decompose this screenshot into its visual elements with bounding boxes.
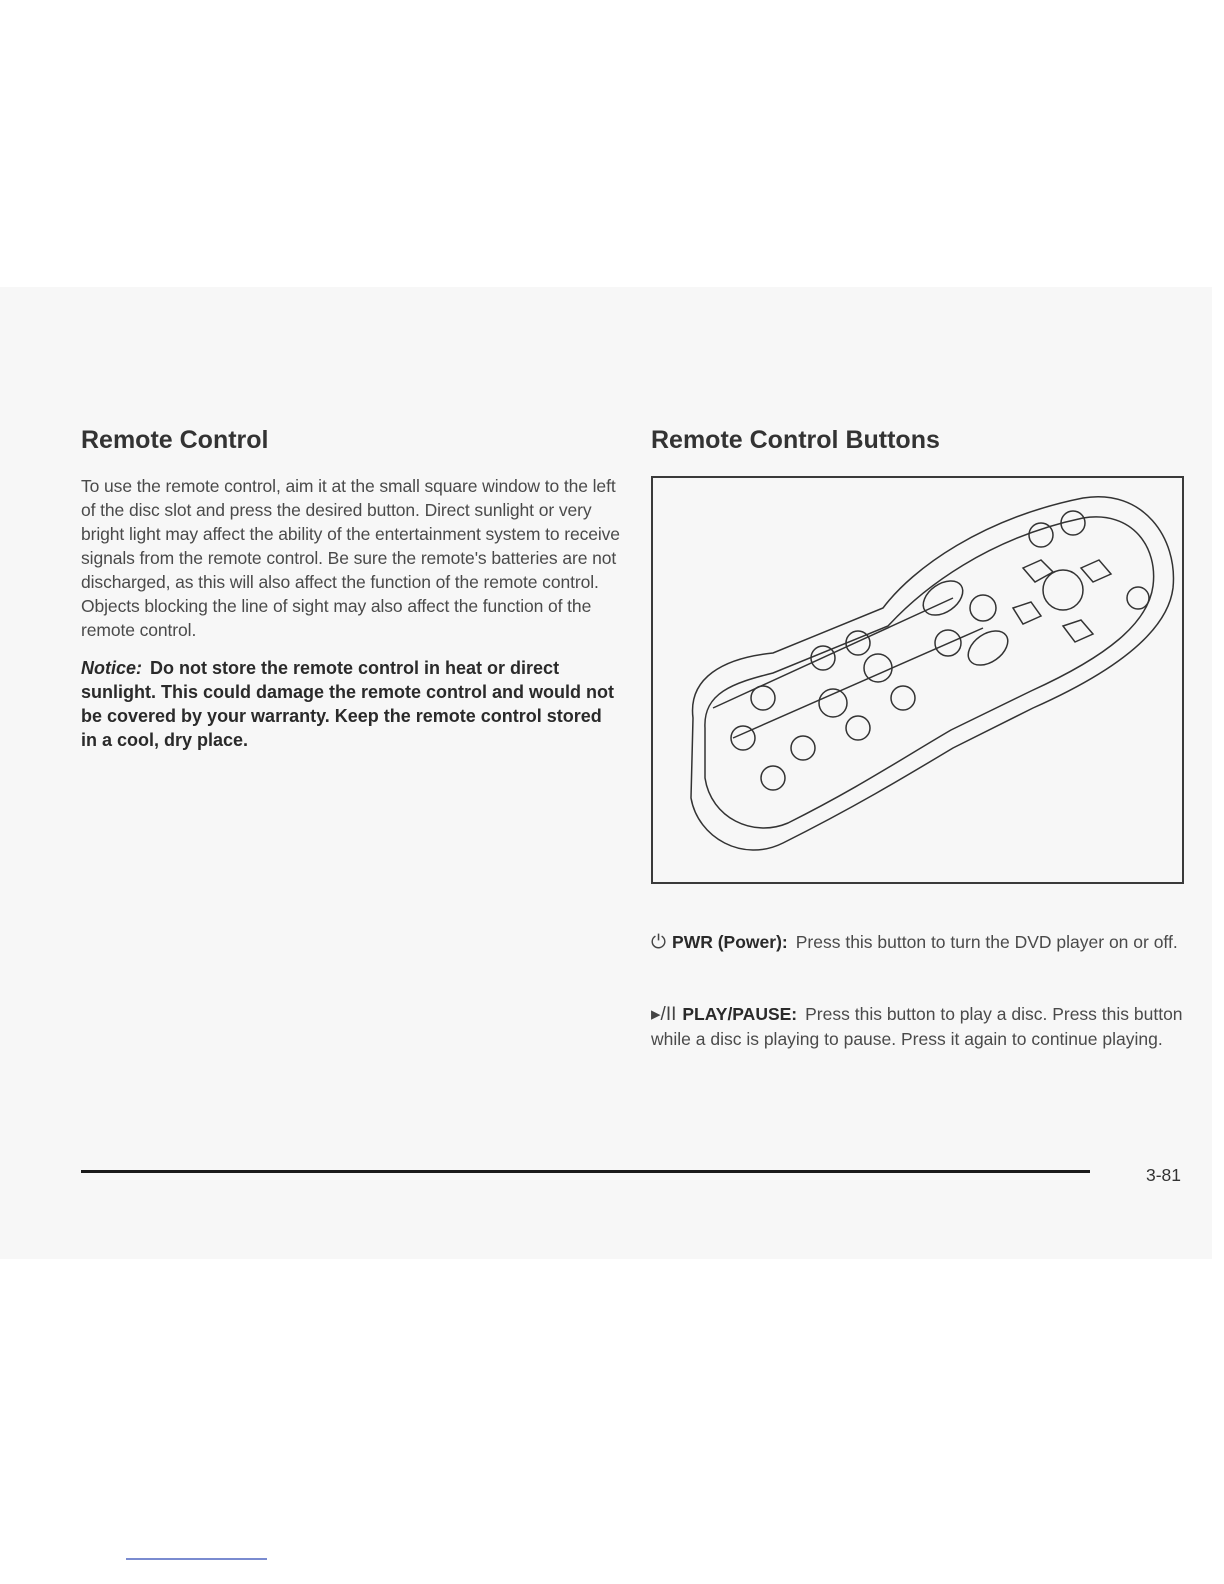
speed-adjust-button (962, 624, 1014, 672)
notice-label: Notice: (81, 658, 143, 678)
fwd-button (891, 686, 915, 710)
notice-block (81, 656, 621, 752)
pwr-description (651, 930, 1191, 955)
section-title: Remote Control (81, 426, 269, 454)
disc-aux-button (761, 766, 785, 790)
left-column (81, 420, 621, 752)
panel-divider (713, 598, 953, 708)
section-subtitle: Remote Control Buttons (651, 426, 940, 454)
panel-divider-2 (733, 628, 983, 738)
play-pause-text: Press this button to play a disc. Press this button while a disc is playing to pause. Press it again to continue playing. (651, 1004, 1183, 1049)
speaker-volume-button (917, 574, 969, 622)
power-icon: ⏻ (651, 932, 667, 953)
enter-button (1043, 570, 1083, 610)
right-arrow-button (1081, 560, 1111, 582)
remote-control-illustration (653, 478, 1182, 882)
bottom-link-underline[interactable] (126, 1558, 267, 1560)
angle-button (791, 736, 815, 760)
next-button (846, 716, 870, 740)
footer-rule (81, 1170, 1090, 1173)
page-number: 3-81 (1146, 1165, 1182, 1185)
play-pause-term: PLAY/PAUSE: (682, 1004, 798, 1024)
notice-text: Do not store the remote control in heat or direct sunlight. This could damage the remote control and would not be covered by your warranty. Keep the remote control stored in a cool, dry place. (81, 658, 615, 750)
down-arrow-button (1063, 620, 1093, 642)
intro-paragraph: To use the remote control, aim it at the small square window to the left of the disc slot and press the desired button. Direct sunlight or very bright light may affect the ability of the entertainment system to receive signals from the remote control. Be sure the remote's batteries are not discharged, as this will also affect the function of the remote control. Objects blocking the line of sight may also affect the function of the remote control. (81, 476, 620, 640)
rev-button (846, 631, 870, 655)
eject-button (1127, 587, 1149, 609)
up-arrow-button (1023, 560, 1053, 582)
pwr-text: Press this button to turn the DVD player on or off. (795, 932, 1178, 952)
remote-control-figure (651, 476, 1184, 884)
right-column (651, 420, 1191, 460)
pwr-term: PWR (Power): (672, 932, 788, 952)
remote-body-outline (691, 497, 1173, 850)
menu-button (970, 595, 996, 621)
light-button (1029, 523, 1053, 547)
left-arrow-button (1013, 602, 1041, 624)
play-pause-icon: ▸/II (651, 1004, 677, 1025)
play-pause-description (651, 1002, 1191, 1052)
